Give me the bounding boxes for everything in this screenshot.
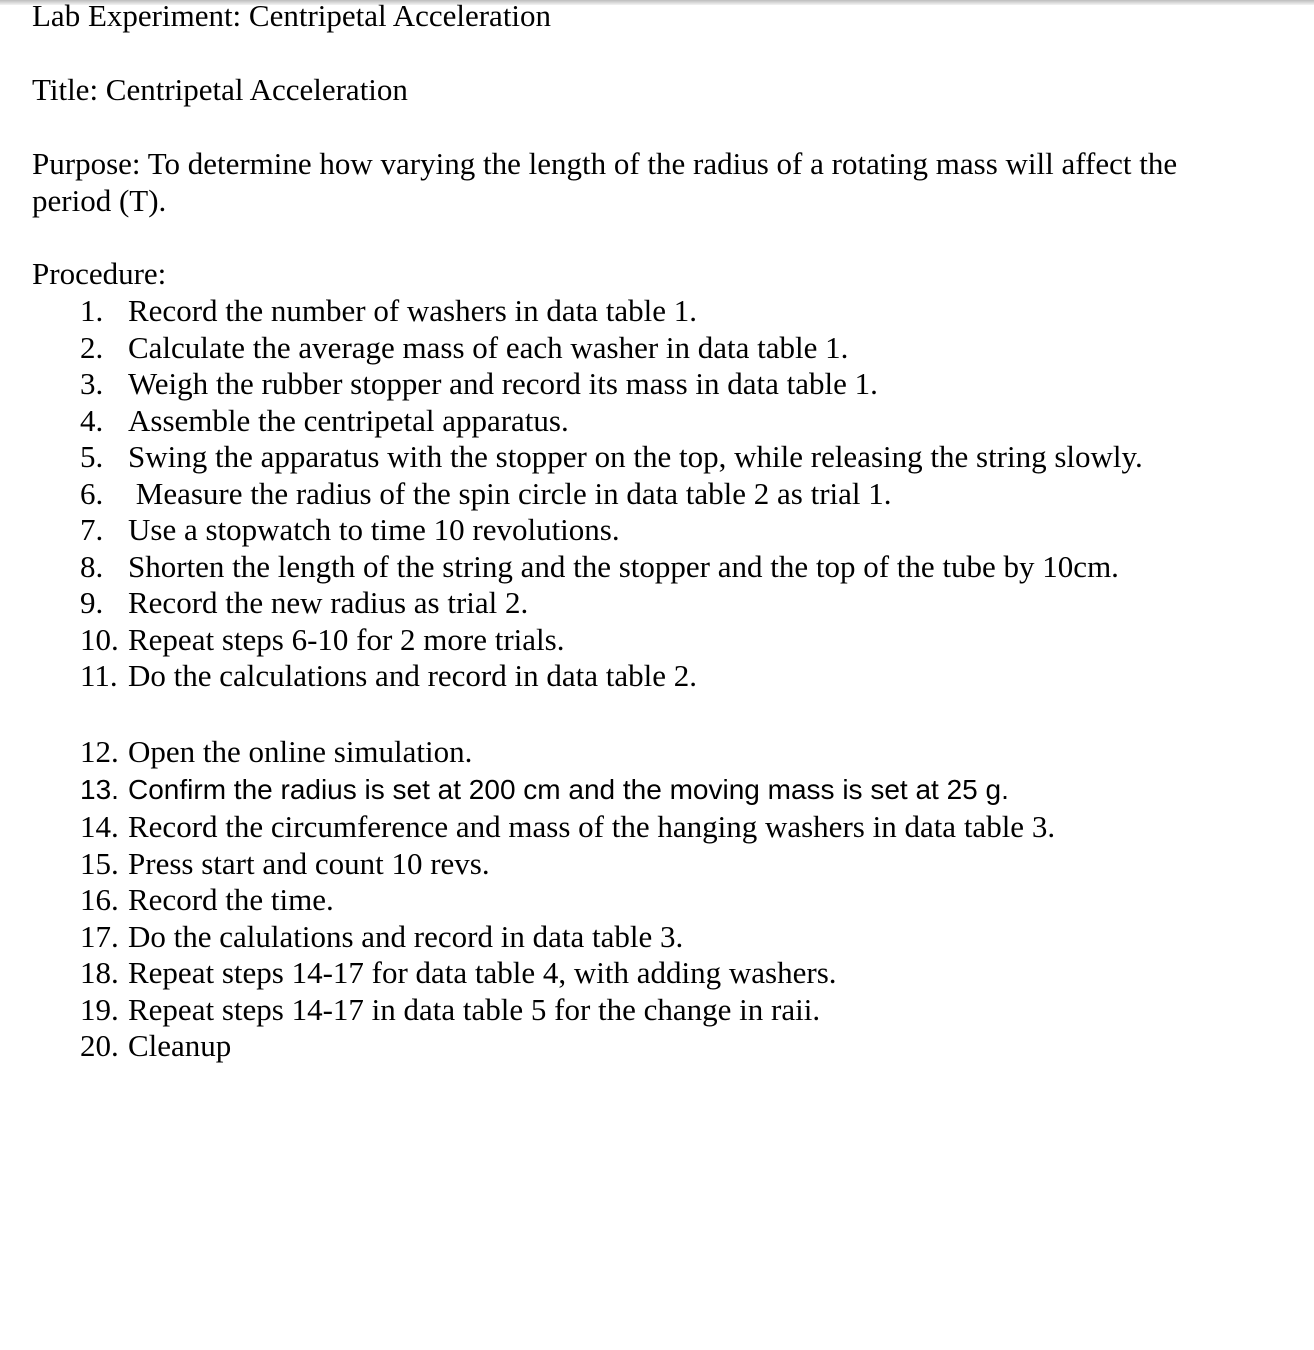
procedure-step: [32, 512, 1282, 549]
procedure-step: [32, 366, 1282, 403]
step-number: 16.: [80, 882, 119, 917]
procedure-step: [32, 734, 1282, 771]
step-number: 6.: [80, 475, 104, 511]
step-number: 7.: [80, 512, 104, 547]
procedure-step: [32, 658, 1282, 695]
step-text: Do the calulations and record in data table 3.: [128, 918, 684, 954]
step-text: Cleanup: [128, 1028, 232, 1063]
step-number: 20.: [80, 1028, 119, 1063]
step-text: Measure the radius of the spin circle in data table 2 as trial 1.: [128, 475, 892, 511]
procedure-step: [32, 622, 1282, 659]
procedure-step: [32, 330, 1282, 367]
procedure-step: [32, 882, 1282, 919]
step-text: Do the calculations and record in data table 2.: [128, 658, 697, 693]
step-number: 5.: [80, 439, 104, 474]
procedure-step: [32, 293, 1282, 330]
step-number: 15.: [80, 845, 119, 881]
step-text: Repeat steps 14-17 for data table 4, with adding washers.: [128, 955, 837, 990]
step-text: Calculate the average mass of each washer in data table 1.: [128, 329, 849, 365]
document-header: Lab Experiment: Centripetal Acceleration: [32, 0, 552, 33]
step-number: 4.: [80, 402, 104, 438]
step-number: 2.: [80, 329, 104, 365]
step-number: 11.: [80, 658, 118, 693]
step-number: 14.: [80, 809, 119, 844]
procedure-heading: Procedure:: [32, 256, 167, 291]
step-text: Use a stopwatch to time 10 revolutions.: [128, 512, 620, 547]
step-number: 18.: [80, 955, 119, 990]
procedure-step: [32, 585, 1282, 622]
procedure-step: [32, 809, 1282, 846]
step-number: 13.: [80, 773, 119, 805]
procedure-step: [32, 439, 1282, 476]
procedure-step: [32, 1028, 1282, 1065]
procedure-step: [32, 771, 1282, 810]
step-number: 17.: [80, 918, 119, 954]
document-title: Title: Centripetal Acceleration: [32, 72, 408, 107]
step-text: Swing the apparatus with the stopper on the top, while releasing the string slowly.: [128, 439, 1143, 474]
step-number: 10.: [80, 621, 119, 657]
step-text: Confirm the radius is set at 200 cm and the moving mass is set at 25 g.: [128, 773, 1009, 805]
procedure-step: [32, 992, 1282, 1029]
step-text: Record the new radius as trial 2.: [128, 585, 529, 620]
procedure-step: [32, 403, 1282, 440]
step-number: 19.: [80, 991, 119, 1027]
step-number: 8.: [80, 548, 104, 584]
procedure-step: [32, 919, 1282, 956]
step-text: Assemble the centripetal apparatus.: [128, 402, 569, 438]
step-text: Record the circumference and mass of the hanging washers in data table 3.: [128, 809, 1056, 844]
step-number: 3.: [80, 366, 104, 401]
step-text: Record the number of washers in data table 1.: [128, 293, 698, 328]
procedure-step: [32, 549, 1282, 586]
step-text: Repeat steps 14-17 in data table 5 for the change in raii.: [128, 991, 821, 1027]
step-number: 12.: [80, 734, 119, 769]
procedure-step: [32, 955, 1282, 992]
step-number: 9.: [80, 585, 104, 620]
procedure-list-part-2: [32, 734, 1282, 1065]
purpose-paragraph: [32, 146, 1177, 219]
step-text: Weigh the rubber stopper and record its mass in data table 1.: [128, 366, 878, 401]
procedure-step: [32, 846, 1282, 883]
procedure-step: [32, 476, 1282, 513]
procedure-list-part-1: [32, 293, 1282, 695]
step-number: 1.: [80, 293, 104, 328]
step-text: Repeat steps 6-10 for 2 more trials.: [128, 621, 565, 657]
purpose-line-1: Purpose: To determine how varying the length of the radius of a rotating mass will affect the: [32, 146, 1178, 181]
step-text: Record the time.: [128, 882, 334, 917]
step-text: Open the online simulation.: [128, 734, 473, 769]
step-text: Press start and count 10 revs.: [128, 845, 490, 881]
purpose-line-2: period (T).: [32, 182, 167, 218]
step-text: Shorten the length of the string and the stopper and the top of the tube by 10cm.: [128, 548, 1119, 584]
